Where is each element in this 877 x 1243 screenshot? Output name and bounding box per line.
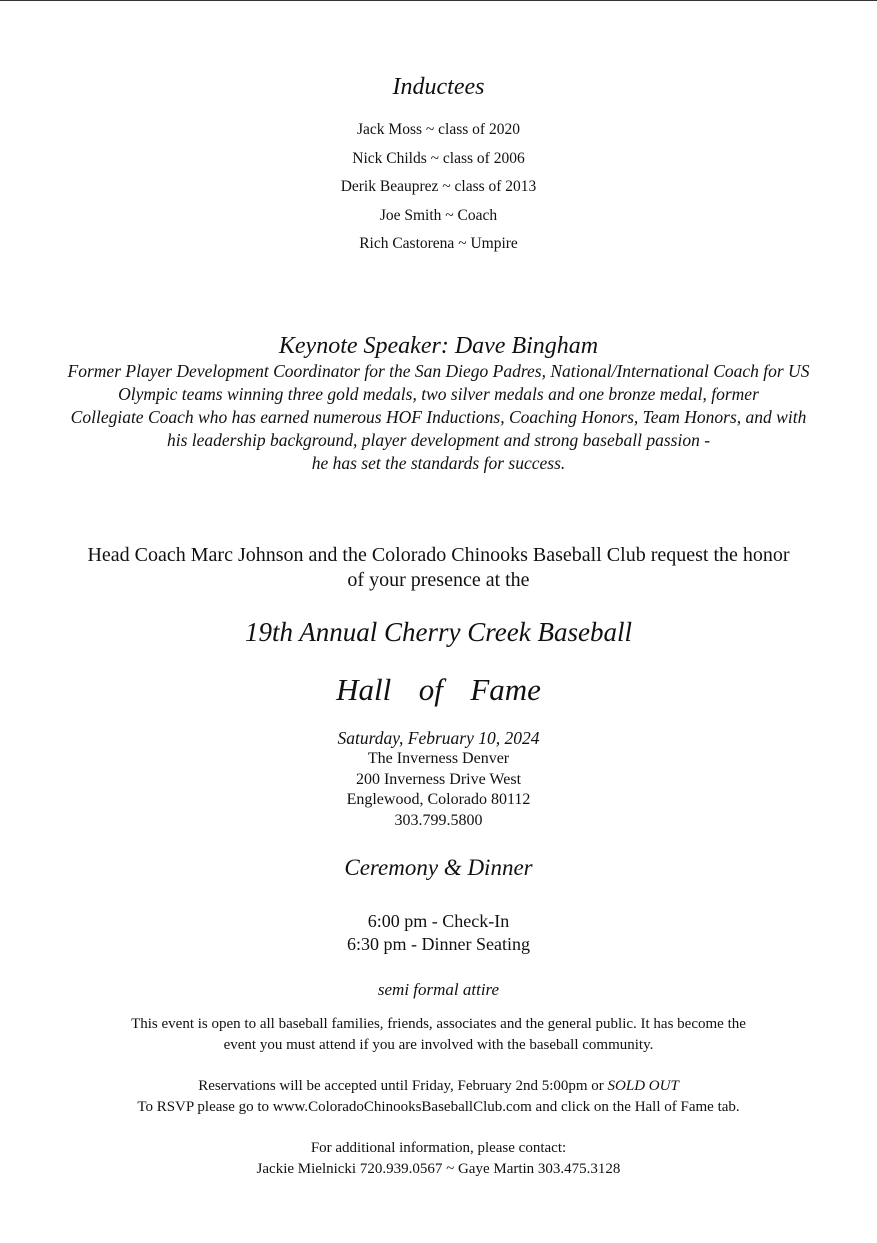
venue-phone: 303.799.5800 <box>394 812 483 830</box>
keynote-bio-line: Collegiate Coach who has earned numerous HOF Inductions, Coaching Honors, Team Honors, and with <box>70 407 807 427</box>
schedule-item-checkin: 6:00 pm - Check-In <box>367 911 510 931</box>
keynote-heading: Keynote Speaker: Dave Bingham <box>278 333 599 359</box>
keynote-bio-line: his leadership background, player development and strong baseball passion - <box>166 430 711 450</box>
open-event-line: This event is open to all baseball families, friends, associates and the general public. It has become the <box>131 1016 746 1032</box>
reservation-info <box>0 1076 877 1118</box>
keynote-bio <box>0 360 877 475</box>
open-event-line: event you must attend if you are involved with the baseball community. <box>223 1037 654 1053</box>
contact-names: Jackie Mielnicki 720.939.0567 ~ Gaye Martin 303.475.3128 <box>256 1161 621 1177</box>
venue-address <box>0 749 877 832</box>
sold-out-label: SOLD OUT <box>607 1078 679 1094</box>
inductee-item: Joe Smith ~ Coach <box>379 206 498 224</box>
venue-city: Englewood, Colorado 80112 <box>346 791 531 809</box>
keynote-bio-line: Former Player Development Coordinator for the San Diego Padres, National/International Coach for US <box>67 361 810 381</box>
open-event-note <box>0 1014 877 1056</box>
venue-street: 200 Inverness Drive West <box>355 770 522 788</box>
inductees-heading: Inductees <box>392 74 485 100</box>
contact-heading: For additional information, please contact: <box>310 1140 567 1156</box>
invitation-text <box>0 543 877 593</box>
event-title: 19th Annual Cherry Creek Baseball <box>245 617 632 647</box>
venue-name: The Inverness Denver <box>367 750 510 767</box>
keynote-bio-line: Olympic teams winning three gold medals, two silver medals and one bronze medal, former <box>118 384 759 404</box>
hall-of-fame-title: Hall of Fame <box>336 672 541 707</box>
event-schedule <box>0 910 877 956</box>
inductee-item: Rich Castorena ~ Umpire <box>359 235 518 252</box>
reservation-deadline <box>0 1076 877 1097</box>
ceremony-heading: Ceremony & Dinner <box>344 855 533 880</box>
reservation-text: Reservations will be accepted until Friday, February 2nd 5:00pm or <box>198 1078 608 1094</box>
keynote-bio-line: he has set the standards for success. <box>311 453 566 473</box>
inductee-list <box>0 116 877 259</box>
attire-note: semi formal attire <box>377 980 500 999</box>
event-date: Saturday, February 10, 2024 <box>337 728 540 748</box>
contact-info <box>0 1138 877 1180</box>
invitation-line: Head Coach Marc Johnson and the Colorado Chinooks Baseball Club request the honor <box>87 544 790 566</box>
inductee-item: Nick Childs ~ class of 2006 <box>352 149 525 167</box>
schedule-item-dinner: 6:30 pm - Dinner Seating <box>347 934 530 954</box>
invitation-line: of your presence at the <box>347 569 530 591</box>
rsvp-instructions: To RSVP please go to www.ColoradoChinooksBaseballClub.com and click on the Hall of Fame tab. <box>137 1099 740 1115</box>
inductee-item: Jack Moss ~ class of 2020 <box>357 121 520 138</box>
inductee-item: Derik Beauprez ~ class of 2013 <box>340 178 537 195</box>
top-divider <box>0 0 877 1</box>
